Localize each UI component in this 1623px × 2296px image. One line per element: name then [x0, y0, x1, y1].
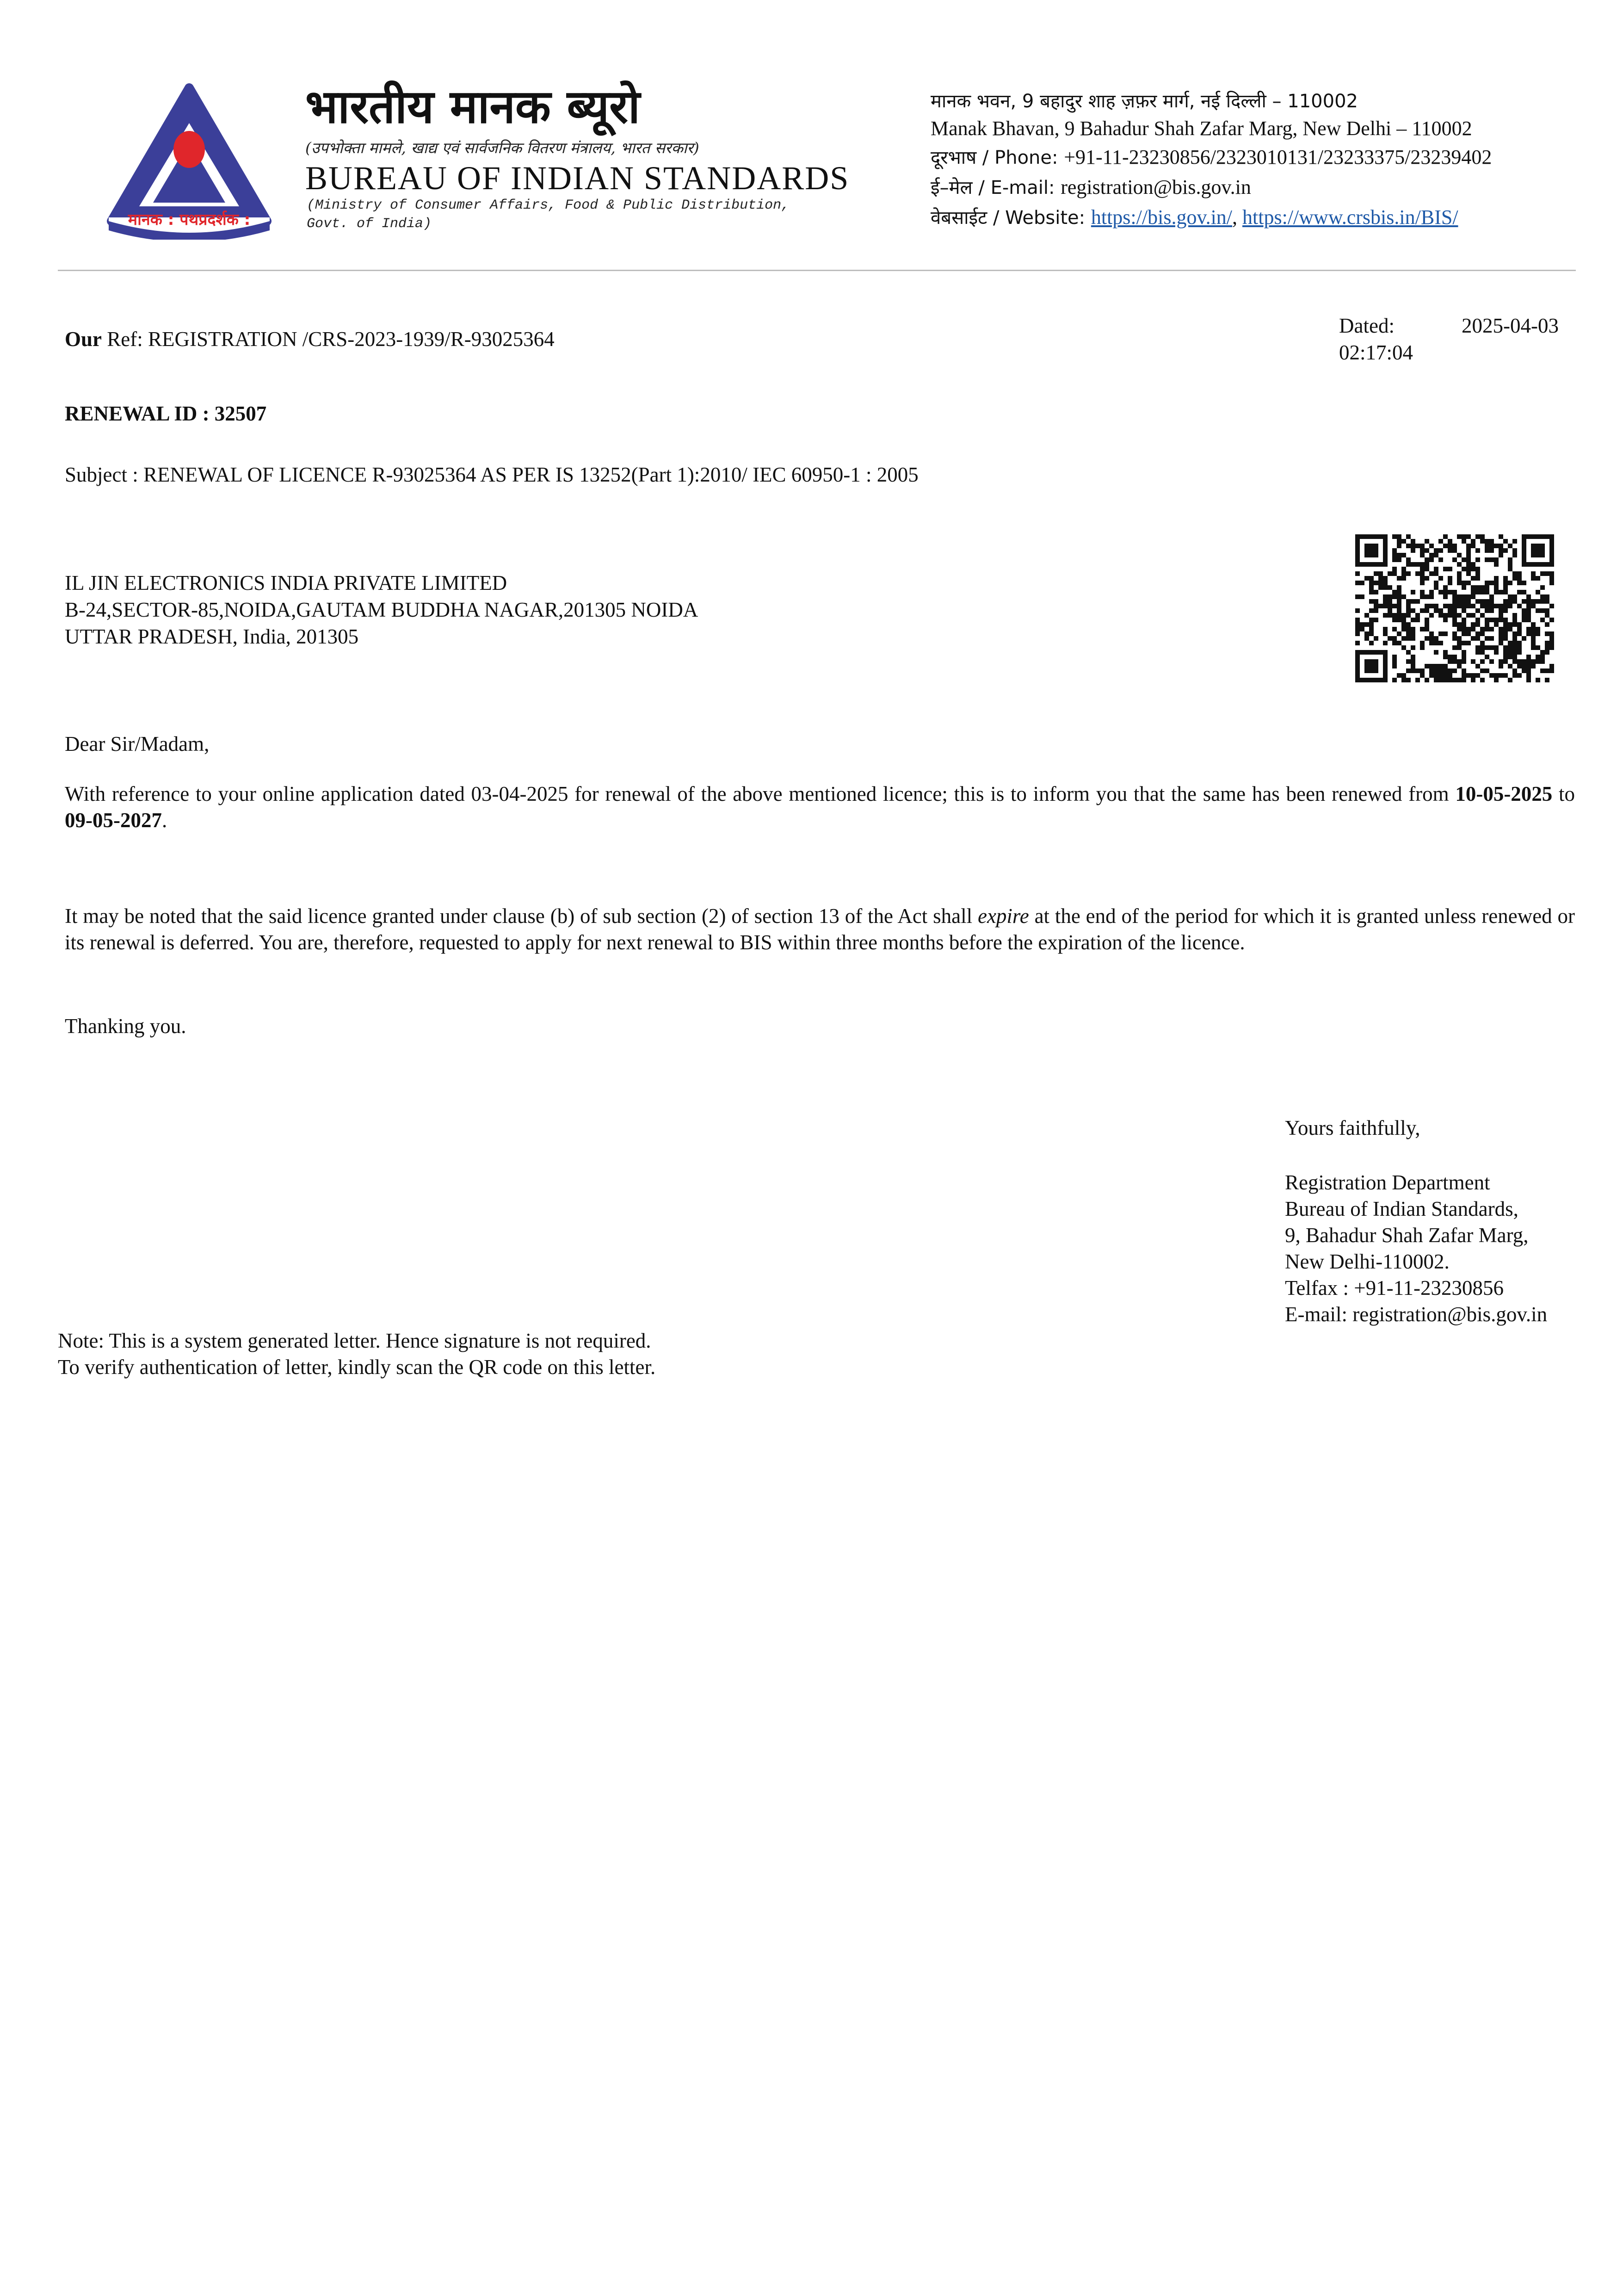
- hindi-ministry-subtitle: (उपभोक्ता मामले, खाद्य एवं सार्वजनिक वितरण मंत्रालय, भारत सरकार): [305, 139, 699, 157]
- body-paragraph-expiry: [65, 903, 1575, 956]
- website-line: [931, 204, 1458, 231]
- logo-motto: मानक : पथप्रदर्शक :: [128, 210, 251, 229]
- renewal-from-date: 10-05-2025: [1455, 782, 1553, 805]
- dated-time: 02:17:04: [1339, 341, 1413, 364]
- reference-number: Ref: REGISTRATION /CRS-2023-1939/R-93025364: [102, 328, 555, 351]
- bis-logo: [104, 82, 274, 240]
- address-hindi: मानक भवन, 9 बहादुर शाह ज़फ़र मार्ग, नई दिल्ली – 110002: [931, 91, 1358, 112]
- header-divider: [58, 270, 1576, 271]
- expiry-text-end: at the end of the period for which it is granted unless renewed or its renewal is deferred. You are, therefore, requested to apply for next renewal to BIS within three months before the expiration of the licence.: [65, 904, 1575, 954]
- renewal-period-end: .: [161, 809, 167, 832]
- addressee-street: B-24,SECTOR-85,NOIDA,GAUTAM BUDDHA NAGAR,201305 NOIDA: [65, 598, 698, 621]
- expiry-italic-word: expire: [977, 904, 1029, 928]
- closing-line: Thanking you.: [65, 1015, 186, 1038]
- signature-telfax: Telfax : +91-11-23230856: [1285, 1276, 1504, 1300]
- ministry-subtitle-line2: Govt. of India): [307, 216, 432, 232]
- ministry-subtitle-line1: (Ministry of Consumer Affairs, Food & Public Distribution,: [307, 198, 790, 213]
- signature-organization: Bureau of Indian Standards,: [1285, 1197, 1518, 1220]
- qr-code: [1355, 534, 1554, 682]
- expiry-text-start: It may be noted that the said licence granted under clause (b) of sub section (2) of section 13 of the Act shall: [65, 904, 978, 928]
- renewal-to-word: to: [1552, 782, 1575, 805]
- org-title: BUREAU OF INDIAN STANDARDS: [305, 160, 850, 197]
- email-label: ई–मेल / E-mail:: [931, 177, 1061, 198]
- website-link-crsbis[interactable]: https://www.crsbis.in/BIS/: [1242, 206, 1458, 229]
- dated-date: 2025-04-03: [1462, 314, 1559, 337]
- ministry-subtitle: [307, 196, 790, 233]
- note-system-generated: Note: This is a system generated letter. Hence signature is not required.: [58, 1329, 651, 1352]
- signature-street: 9, Bahadur Shah Zafar Marg,: [1285, 1224, 1529, 1247]
- website-separator: ,: [1232, 206, 1243, 229]
- addressee-company: IL JIN ELECTRONICS INDIA PRIVATE LIMITED: [65, 571, 507, 594]
- email-line: [931, 174, 1251, 201]
- phone-label: दूरभाष / Phone:: [931, 147, 1064, 168]
- renewal-id: RENEWAL ID : 32507: [65, 402, 267, 425]
- subject-line: Subject : RENEWAL OF LICENCE R-93025364 AS PER IS 13252(Part 1):2010/ IEC 60950-1 : 2005: [65, 463, 919, 486]
- website-label: वेबसाईट / Website:: [931, 207, 1091, 229]
- signature-email: E-mail: registration@bis.gov.in: [1285, 1303, 1548, 1326]
- reference-bold: Our: [65, 328, 102, 351]
- signature-department: Registration Department: [1285, 1171, 1490, 1194]
- signature-city: New Delhi-110002.: [1285, 1250, 1450, 1273]
- salutation: Dear Sir/Madam,: [65, 732, 210, 755]
- addressee-state: UTTAR PRADESH, India, 201305: [65, 625, 359, 648]
- hindi-org-title: भारतीय मानक ब्यूरो: [305, 79, 640, 134]
- email-value: registration@bis.gov.in: [1061, 176, 1251, 198]
- note-verify-qr: To verify authentication of letter, kindly scan the QR code on this letter.: [58, 1355, 656, 1379]
- phone-line: [931, 144, 1492, 171]
- address-english: Manak Bhavan, 9 Bahadur Shah Zafar Marg, New Delhi – 110002: [931, 117, 1472, 140]
- phone-value: +91-11-23230856/2323010131/23233375/23239402: [1064, 146, 1492, 168]
- reference-line: [65, 326, 555, 353]
- body-paragraph-renewal: [65, 781, 1575, 834]
- signoff: Yours faithfully,: [1285, 1116, 1420, 1139]
- renewal-to-date: 09-05-2027: [65, 809, 162, 832]
- renewal-text: With reference to your online application dated 03-04-2025 for renewal of the above mentioned licence; this is to inform you that the same has been renewed from: [65, 782, 1456, 805]
- dated-label: Dated:: [1339, 314, 1395, 337]
- website-link-bis[interactable]: https://bis.gov.in/: [1091, 206, 1233, 229]
